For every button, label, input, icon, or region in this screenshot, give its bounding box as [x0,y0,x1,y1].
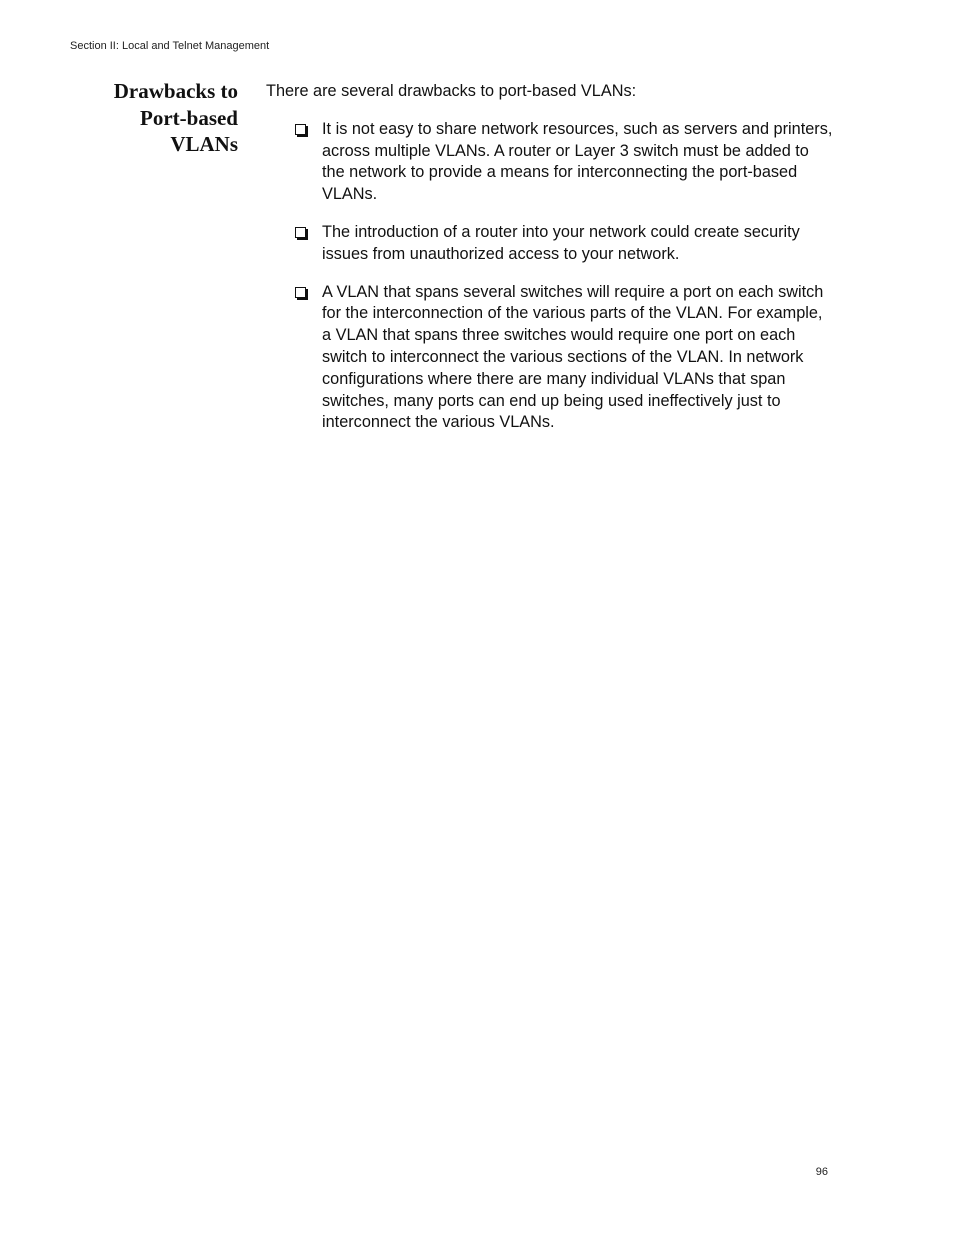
intro-paragraph: There are several drawbacks to port-based VLANs: [266,82,637,100]
section-heading-line: Drawbacks to [113,79,238,103]
checkbox-bullet-icon [295,227,306,238]
list-item [266,222,834,266]
section-body [266,81,834,450]
section-heading-line: VLANs [170,132,238,156]
page-number: 96 [815,1166,828,1178]
checkbox-bullet-icon [295,287,306,298]
bullet-text: The introduction of a router into your network could create security issues from unauthorized access to your network. [322,222,800,263]
section-heading [60,78,238,158]
bullet-list [266,119,834,434]
running-header: Section II: Local and Telnet Management [70,40,270,52]
list-item [266,282,834,435]
section-heading-line: Port-based [140,105,238,130]
checkbox-bullet-icon [295,124,306,135]
bullet-text: It is not easy to share network resources, such as servers and printers, across multiple VLANs. A router or Layer 3 switch must be added to the network to provide a means for interconnecting the port-based VLANs. [322,119,833,204]
bullet-text: A VLAN that spans several switches will require a port on each switch for the interconnection of the various parts of the VLAN. For example, a VLAN that spans three switches would require one port on each switch to interconnect the various sections of the VLAN. In network configurations where there are many individual VLANs that span switches, many ports can end up being used ineffectively just to interconnect the various VLANs. [322,282,824,432]
list-item [266,119,834,206]
